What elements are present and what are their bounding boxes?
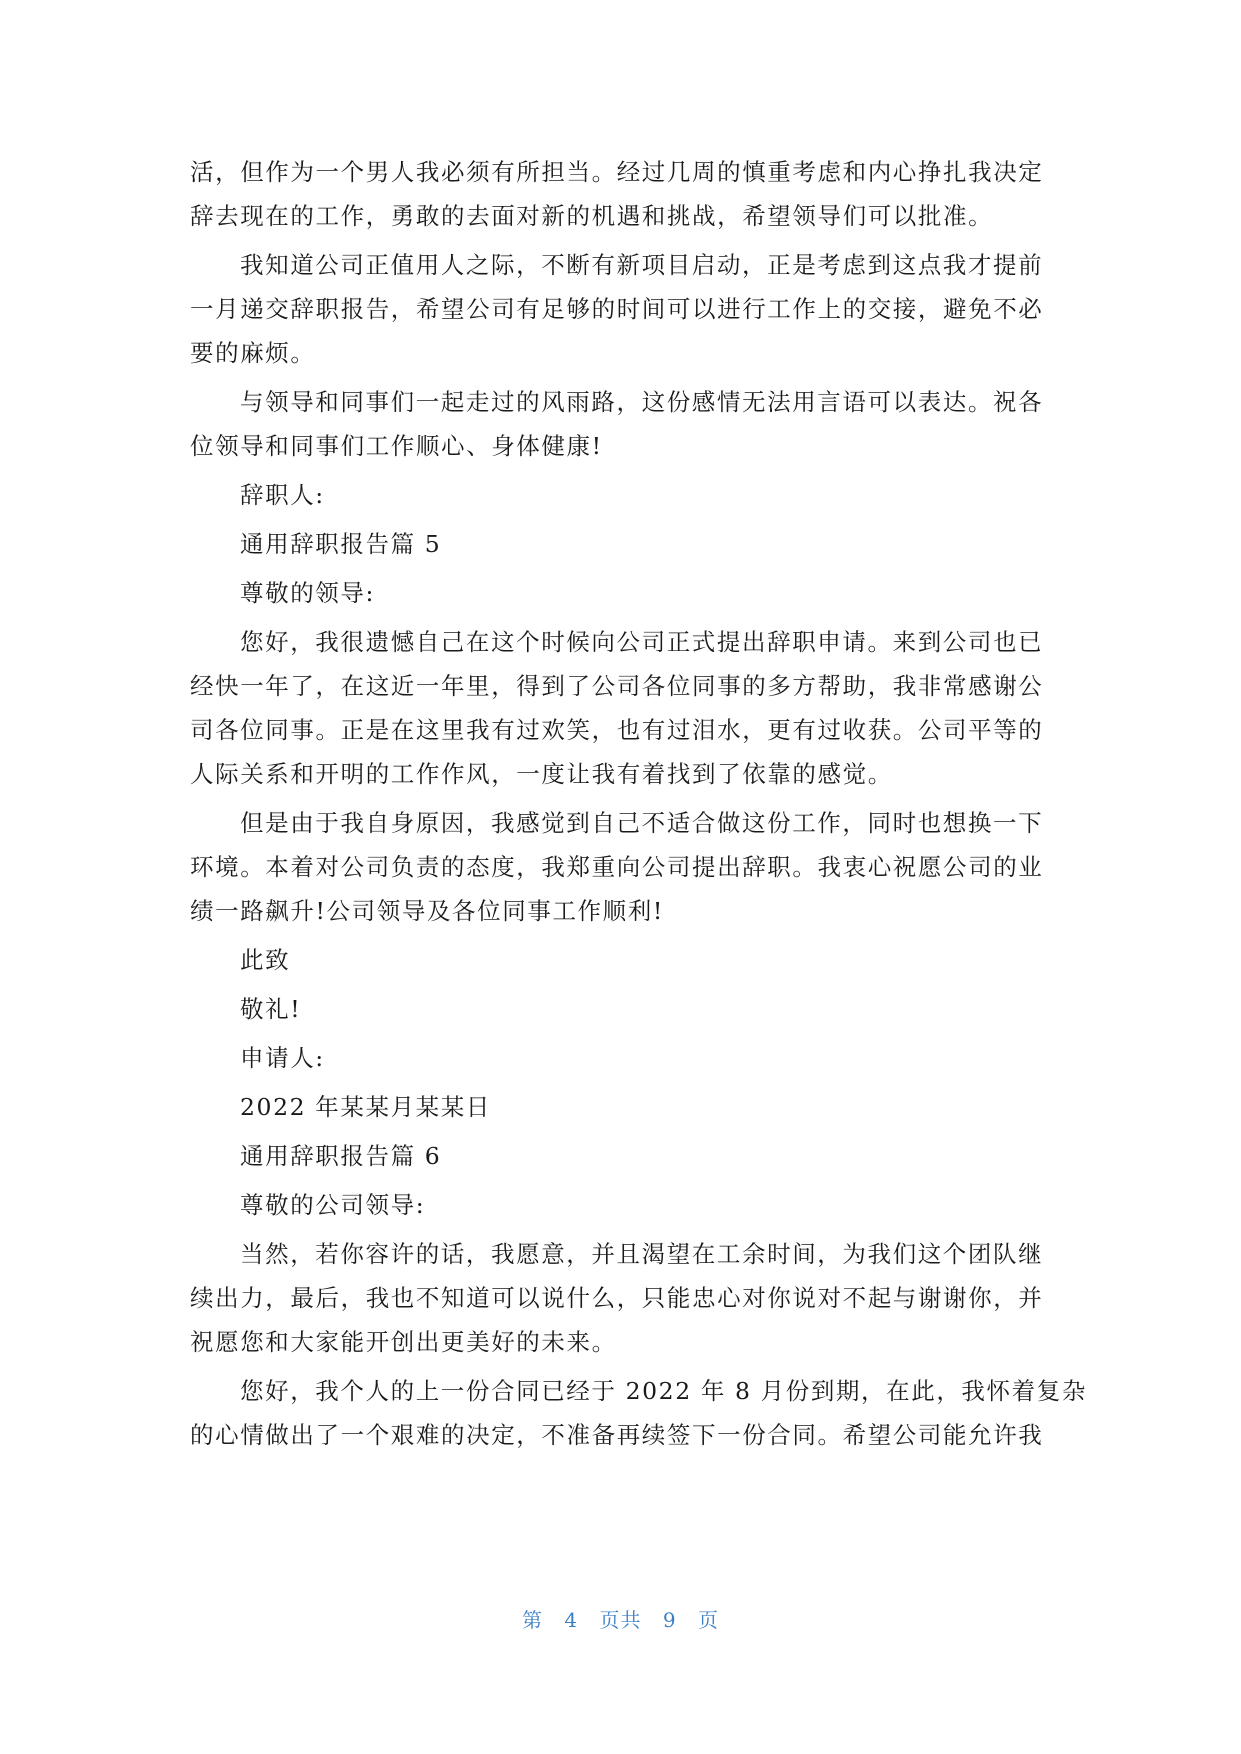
closing-line: 敬礼!: [240, 995, 302, 1023]
text-line: 的心情做出了一个艰难的决定，不准备再续签下一份合同。希望公司能允许我: [190, 1421, 1044, 1449]
text-line: 一月递交辞职报告，希望公司有足够的时间可以进行工作上的交接，避免不必: [190, 295, 1044, 323]
text-line: 您好，我很遗憾自己在这个时候向公司正式提出辞职申请。来到公司也已: [240, 628, 1044, 656]
text-line: 活，但作为一个男人我必须有所担当。经过几周的慎重考虑和内心挣扎我决定: [190, 158, 1044, 186]
applicant-label: 申请人:: [240, 1044, 325, 1072]
text-line: 续出力，最后，我也不知道可以说什么，只能忠心对你说对不起与谢谢你，并: [190, 1284, 1044, 1312]
text-line: 与领导和同事们一起走过的风雨路，这份感情无法用言语可以表达。祝各: [240, 388, 1044, 416]
section-heading: 通用辞职报告篇 5: [240, 530, 442, 558]
text-line: 司各位同事。正是在这里我有过欢笑，也有过泪水，更有过收获。公司平等的: [190, 716, 1044, 744]
text-line: 绩一路飙升!公司领导及各位同事工作顺利!: [190, 897, 664, 925]
section-heading: 通用辞职报告篇 6: [240, 1142, 442, 1170]
salutation: 尊敬的公司领导:: [240, 1191, 426, 1219]
page-label-suffix: 页: [697, 1608, 719, 1632]
text-line: 环境。本着对公司负责的态度，我郑重向公司提出辞职。我衷心祝愿公司的业: [190, 853, 1044, 881]
page-label-middle: 页共: [599, 1608, 642, 1632]
signer-label: 辞职人:: [240, 481, 325, 509]
salutation: 尊敬的领导:: [240, 579, 376, 607]
text-line: 经快一年了，在这近一年里，得到了公司各位同事的多方帮助，我非常感谢公: [190, 672, 1044, 700]
text-line: 当然，若你容许的话，我愿意，并且渴望在工余时间，为我们这个团队继: [240, 1240, 1044, 1268]
text-line: 位领导和同事们工作顺心、身体健康!: [190, 432, 603, 460]
date-line: 2022 年某某月某某日: [240, 1093, 491, 1121]
text-line: 辞去现在的工作，勇敢的去面对新的机遇和挑战，希望领导们可以批准。: [190, 202, 994, 230]
text-line: 要的麻烦。: [190, 339, 316, 367]
text-line: 我知道公司正值用人之际，不断有新项目启动，正是考虑到这点我才提前: [240, 251, 1044, 279]
closing-line: 此致: [240, 946, 291, 974]
text-line: 人际关系和开明的工作作风，一度让我有着找到了依靠的感觉。: [190, 760, 893, 788]
page-label-prefix: 第: [522, 1608, 544, 1632]
text-line: 祝愿您和大家能开创出更美好的未来。: [190, 1328, 617, 1356]
text-line: 但是由于我自身原因，我感觉到自己不适合做这份工作，同时也想换一下: [240, 809, 1044, 837]
page-footer: [0, 1604, 1241, 1633]
total-pages-number: 9: [662, 1608, 677, 1632]
text-line: 您好，我个人的上一份合同已经于 2022 年 8 月份到期，在此，我怀着复杂: [240, 1377, 1087, 1405]
current-page-number: 4: [564, 1608, 579, 1632]
